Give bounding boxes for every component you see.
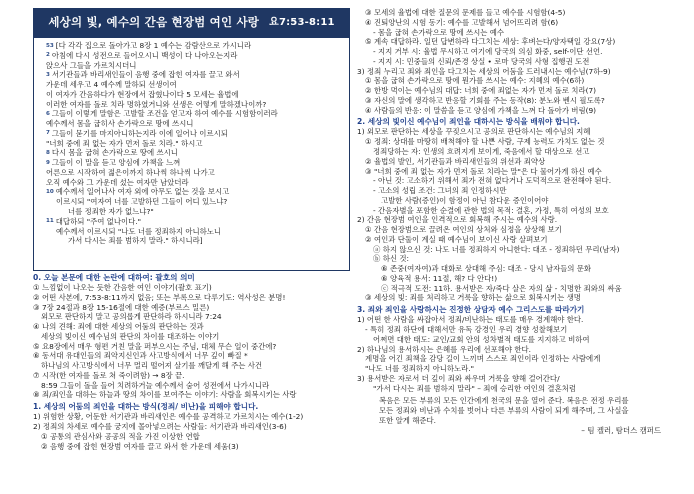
outline-line: ③ 모세의 율법에 대한 질문의 문제를 들고 예수를 시험함(4-5) (365, 8, 566, 17)
verse-text: 대답하되 "주여 없나이다." (55, 216, 142, 226)
outline-line: ③ 7장 24절과 8장 15-16절에 대한 예증(부르스 밀른) (33, 302, 210, 312)
outline-line: ③ "너희 중에 죄 없는 자가 먼저 돌로 치라는 말"은 다 물어가게 하신 예수 (365, 166, 602, 176)
scripture-verse-line (46, 207, 343, 217)
left-column (33, 8, 350, 451)
outline-section (357, 117, 685, 303)
verse-text: 그들이 이 말을 듣고 양심에 가책을 느껴 (51, 158, 181, 168)
outline-line: 고발한 사람(증인)이 함정이 아닌 참다운 증인이어야 (381, 195, 549, 205)
outline-section (357, 305, 685, 393)
verse-text: 아침에 다시 성전으로 들어오시니 백성이 다 나아오는지라 (51, 50, 238, 60)
outline-line: ② 어떤 사본에, 7:53-8:11까지 없음; 또는 부록으로 다루기도: 역사성은 분명! (33, 292, 286, 302)
closing-quote-line: 모든 정죄와 비난과 수치를 벗어나 다른 부류의 사람이 되게 해주며, 그 사실을 (379, 406, 629, 416)
left-outline (33, 273, 350, 451)
scripture-verse-line (46, 197, 343, 207)
outline-line: ② 음행 중에 잡힌 현장범 여자를 끌고 와서 한 가운데 세움(3) (41, 441, 239, 451)
verse-text: 이 여자가 간음하다가 현장에서 잡혔나이다 5 모세는 율법에 (46, 89, 239, 99)
scripture-verse-line (46, 51, 343, 61)
outline-line: - 지지 시: 민중들의 신뢰/존경 상실 • 로마 당국의 사형 집행권 도전 (373, 56, 590, 66)
sermon-title: 세상의 빛, 예수의 간음 현장범 여인 사랑 (48, 15, 260, 30)
verse-number: 11 (46, 218, 54, 225)
outline-line: 하나님의 사고방식에서 너무 멀리 떨어져 살기를 깨달게 해 주는 사건 (41, 361, 263, 371)
outline-line: ⓒ 적극적 도전: 11하. 용서받은 자/죽다 살은 자의 삶 - 치명한 죄와의 싸움 (381, 283, 622, 293)
verse-number: 53 (46, 42, 54, 49)
scripture-verse-line (46, 236, 343, 246)
outline-line: 세상의 빛이신 예수님의 판단의 차이를 대조하는 이야기 (41, 331, 220, 341)
closing-quote (357, 396, 685, 435)
outline-line: ④ 사람들의 반응: 이 말씀을 듣고 양심에 가책을 느껴 다 돌아가 버림(9) (365, 105, 597, 115)
verse-text: 앉으사 그들을 가르치시더니 (46, 60, 137, 70)
section-heading: 3. 죄와 죄인을 사랑하시는 진정한 상담자 예수 그리스도를 따라가기 (357, 305, 585, 315)
outline-line: ① 간음 현장범으로 끌려온 여인의 상처와 심정을 상상해 보기 (365, 225, 562, 235)
outline-line: ⑧ 죄/죄인을 대하는 하늘과 땅의 차이를 보여주는 이야기: 사람을 회복시키는 사랑 (33, 390, 297, 400)
outline-line: ⑤ 요8장에서 매우 형편 거친 말을 퍼부으시는 주님, 대체 무슨 일이 중간에? (33, 341, 277, 351)
scripture-verse-line (46, 227, 343, 237)
outline-line: 3) 용서받은 자로서 더 깊이 죄와 싸우며 거룩을 향해 걸어간다/ (357, 373, 560, 383)
outline-line: ⑥ 존중(여자여)과 대화로 상대해 주심: 대조 - 당시 남자들의 문화 (381, 264, 592, 274)
verse-text: 오직 예수와 그 가운데 섰는 여자만 남았더라 (46, 177, 189, 187)
outline-line: - 특히 정죄 하단에 대해서만 유독 강경인 우리 경향 성찰해보기 (365, 325, 568, 334)
outline-line: 2) 정죄의 차세로 예수를 궁지에 몰아넣으려는 사람들: 서기관과 바리새인(3-6) (33, 421, 287, 431)
outline-line: ⓐ 하지 않으신 것: 나도 너를 정죄하지 아니한다: 대조 - 정죄하던 무리(남자) (373, 244, 620, 254)
scripture-reference: 요7:53-8:11 (269, 17, 335, 29)
scripture-passage-box (33, 38, 350, 271)
outline-line: "가서 다시는 죄를 범하지 말라" – 죄에 승리한 여인의 결혼처럼 (373, 383, 576, 393)
verse-text: 다시 몸을 굽혀 손가락으로 땅에 쓰시니 (51, 148, 178, 158)
closing-quote-line: 복음은 모든 부류의 모든 인간에게 천국의 문을 열어 준다. 복음은 전정 우리를 (379, 396, 629, 406)
scripture-verse-line (46, 168, 343, 178)
outline-line: 3) 정죄 누리고 죄와 죄인을 다그치는 세상의 어둠을 드러내시는 예수님(7하-9) (357, 66, 611, 76)
verse-text: 그들이 묻기를 마지아니하는지라 이에 일어나 이르시되 (51, 128, 228, 138)
verse-text: [다 각각 집으로 돌아가고 8장 1 예수는 감람산으로 가시니라 (55, 41, 252, 50)
verse-number: 3 (46, 71, 50, 78)
closing-attribution: – 팀 켈러, 탐더스 캠퍼드 (581, 425, 661, 435)
section-heading: 1. 세상의 어둠의 죄인을 대하는 방식(정죄/ 비난)을 피해야 합니다. (33, 402, 259, 412)
scripture-verse-line (46, 41, 343, 51)
outline-line: ③ 자신의 말에 생각하고 반응할 기회를 주는 동작(8): 분노와 벤시 필도록? (365, 95, 605, 105)
verse-text: 이르시되 "여자여 너를 고발하던 그들이 어디 있느냐? (56, 197, 228, 207)
scripture-verse-line (46, 70, 343, 80)
scripture-verse-line (46, 217, 343, 227)
outline-line: ③ 세상의 빛: 죄를 처리하고 거룩을 향하는 삶으로 회복시키는 생명 (365, 293, 581, 303)
outline-line: - 몸을 굽혀 손가락으로 땅에 쓰시는 예수 (373, 27, 504, 37)
scripture-verse-line (46, 109, 343, 119)
closing-quote-line: 또한 알게 해준다. (379, 415, 437, 425)
scripture-verse-line (46, 158, 343, 168)
outline-line: 8:59 그들이 돌을 들어 치려하거늘 예수께서 숨어 성전에서 나가시니라 (41, 380, 270, 390)
section-heading: 0. 오늘 본문에 대한 논란에 대하여: 괄호의 의미 (33, 273, 195, 282)
outline-section (357, 8, 685, 115)
outline-line: ① 몸을 굽혀 손가락으로 땅에 뭔가를 쓰시는 예수: 지혜의 예수(6하) (365, 76, 585, 86)
verse-number: 7 (46, 130, 50, 137)
outline-line: 외모로 판단하지 말고 공의롭게 판단하라 하시니라 7:24 (41, 312, 222, 322)
scripture-verse-line (46, 178, 343, 188)
outline-line: 계명을 어긴 죄책을 감당 길이 느끼며 스스로 죄인이라 인정하는 사람에게 (365, 354, 601, 364)
section-heading: 2. 세상의 빛이신 예수님이 죄인을 대하시는 방식을 배워야 합니다. (357, 117, 580, 127)
outline-line: "나도 너를 정죄하지 아니하노라." (365, 364, 475, 374)
title-banner (33, 8, 350, 38)
verse-text: 그들이 이렇게 말함은 고발할 조건을 얻고자 하여 예수를 시험함이러라 (51, 109, 278, 119)
outline-line: 1) 위험한 상황, 어둔한 서기관과 바리새인은 예수를 공격하고 가르치시는 예수(1-2) (33, 412, 304, 422)
right-column (357, 8, 685, 435)
verse-number: 10 (46, 188, 54, 195)
verse-text: 너를 정죄한 자가 없느냐?" (68, 207, 154, 217)
outline-line: ① 공통의 관심사와 공공의 적을 가진 이상한 연합 (41, 431, 200, 441)
outline-line: - 아닌 것: 고소하기 위해서 죄가 전혀 없다거나 도덕적으로 완전해야 된다. (373, 176, 612, 186)
outline-line: 어쩌면 대한 태도: 교인/교회 안의 성차별적 태도를 지지하고 비하여 (373, 334, 590, 344)
outline-line: ④ 나의 견해: 죄에 대한 세상의 어둠의 판단하는 것과 (33, 322, 204, 332)
scripture-verse-line (46, 139, 343, 149)
verse-text: 예수께서 이르시되 "나도 너를 정죄하지 아니하노니 (56, 226, 222, 236)
scripture-verse-line (46, 100, 343, 110)
outline-line: ① 느낌없이 나오는 듯한 간음한 여인 이야기(괄호 표기) (33, 283, 212, 293)
outline-line: - 고소의 성립 조건: 그녀의 죄 인정하시만 (373, 186, 507, 196)
verse-text: 서기관들과 바리새인들이 음행 중에 잡힌 여자를 끌고 와서 (51, 70, 240, 80)
verse-text: 이러한 여자를 돌로 치라 명하였거니와 선생은 어떻게 말하겠나이까? (46, 99, 267, 109)
outline-section (33, 402, 350, 451)
outline-line: ⑤ 계속 대답하라. 일던 답변하라 다그치는 세상: 후벼는다/양자택일 강요(7상) (365, 37, 616, 47)
scripture-verse-line (46, 61, 343, 71)
right-outline (357, 8, 685, 393)
scripture-verse-line (46, 119, 343, 129)
verse-text: 가운데 세우고 4 예수께 말하되 선생이여 (46, 80, 177, 90)
outline-line: ② 여인과 단둘이 계실 때 예수님이 보이신 사랑 살펴보기 (365, 234, 548, 244)
outline-line: 2) 하나님의 용서하시는 은혜를 우리에 선포해야 한다. (357, 344, 531, 354)
outline-line: 2) 간음 현장범 여인을 인격적으로 회복해 주시는 예수의 사랑. (357, 215, 558, 225)
scripture-verse-line (46, 80, 343, 90)
scripture-verse-line (46, 129, 343, 139)
verse-number: 6 (46, 110, 50, 117)
outline-line: 1) 어떤 한 사람을 싸잡아서 정죄/비난하는 태도를 매우 경계해야 한다. (357, 315, 584, 325)
verse-text: 어른으로 시작하여 젊은이까지 하나씩 하나씩 나가고 (46, 167, 215, 177)
verse-text: 가서 다시는 죄를 범하지 말라." 하시니라] (68, 236, 203, 246)
outline-line: - 간음자별을 포함한 순결에 관한 법의 목적: 결혼, 가정, 특히 여성의 보호 (373, 205, 609, 215)
outline-line: ⑦ 시작(한 여자를 돌로 쳐 죽이려함) → 8장 끝. (33, 370, 185, 380)
outline-line: 정죄당하는 자: 인생의 흐려지게 보이게, 죽음에서 할 대상으로 선고 (373, 146, 590, 156)
verse-text: 예수께서 몸을 굽히사 손가락으로 땅에 쓰시니 (46, 119, 194, 129)
outline-line: ⑥ 동서대 유대인들의 죄악지신인과 사고방식에서 너무 깊이 빠질 * (33, 351, 248, 361)
outline-line: ⓑ 하신 것: (373, 254, 409, 264)
outline-line: ② 율법의 발인, 서기관들과 바리새인들의 위선과 죄약상 (365, 156, 546, 166)
verse-text: "너희 중에 죄 없는 자가 먼저 돌로 치라." 하시고 (46, 138, 203, 148)
verse-number: 9 (46, 159, 50, 166)
outline-line: ④ 진퇴양난의 시험 동기: 예수를 고발해서 넘어뜨리려 함(6) (365, 17, 559, 27)
verse-text: 예수께서 일어나사 여자 외에 아무도 없는 것을 보시고 (55, 187, 230, 197)
outline-line: ② 한방 먹이는 예수님의 대답: 너희 중에 죄없는 자가 먼저 돌로 치라(7) (365, 86, 597, 96)
verse-number: 8 (46, 149, 50, 156)
verse-number: 2 (46, 52, 50, 59)
outline-section (33, 273, 350, 400)
outline-line: ⑥ 양육적 용서: 11절, 해? 다 안다!) (381, 273, 498, 283)
scripture-verse-line (46, 90, 343, 100)
outline-line: 1) 외모로 판단하는 세상을 꾸짖으시고 공의로 판단하시는 예수님의 지혜 (357, 127, 591, 137)
outline-line: ① 정죄: 상대를 마땅히 배척해야 할 나쁜 사람, 구제 능력도 가치도 없는 것 (365, 137, 605, 147)
outline-line: - 지지 거부 시: 율법 무시하고 여기에 당국의 의심 화중, self-이단 선언. (373, 47, 603, 57)
scripture-verse-line (46, 187, 343, 197)
scripture-verse-line (46, 148, 343, 158)
